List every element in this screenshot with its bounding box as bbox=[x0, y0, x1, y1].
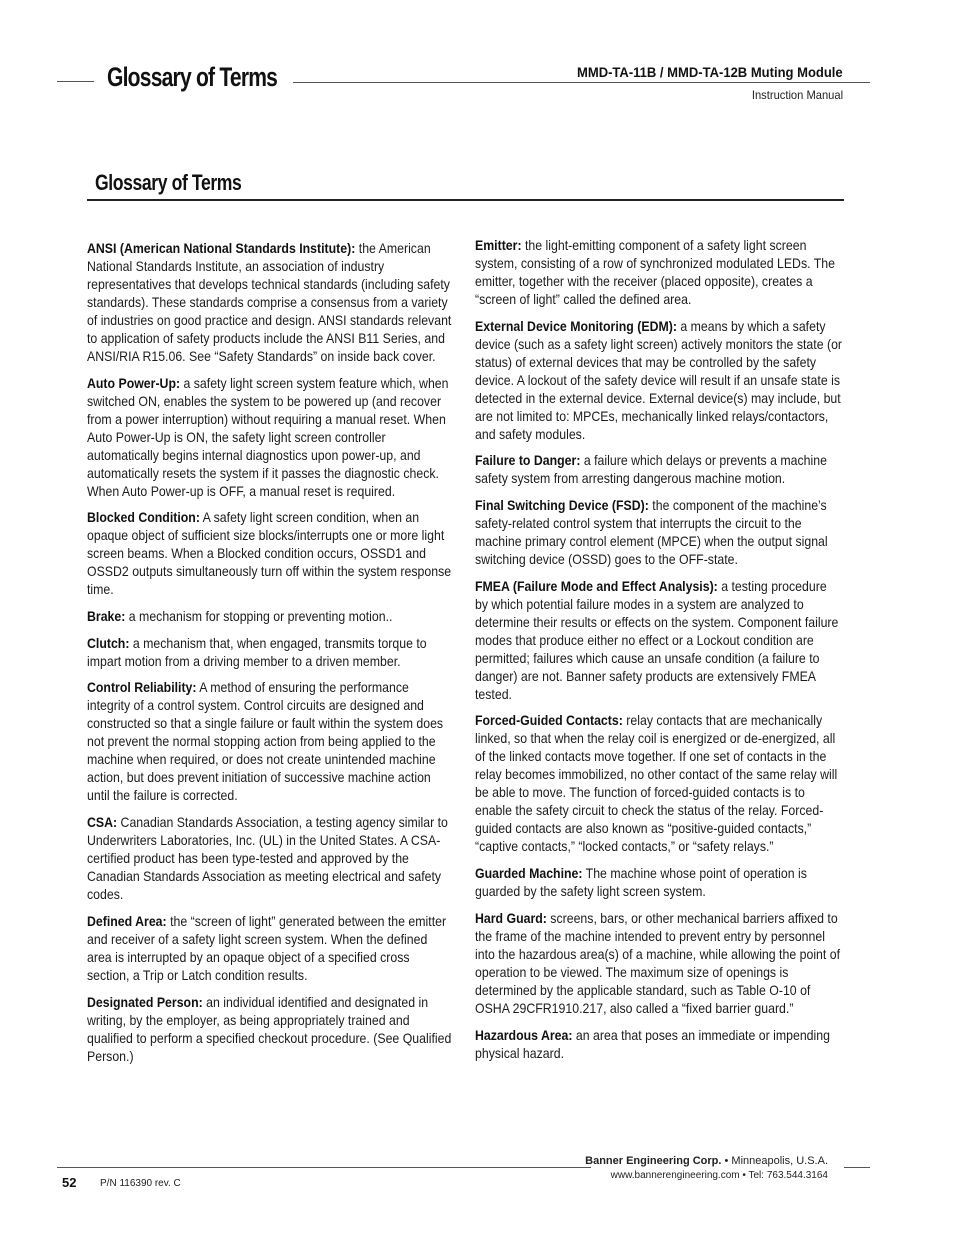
glossary-definition: a testing procedure by which potential failure modes in a system are analyzed to determine their results or effects on the system. Component failure modes that produce either no effect or a Lockout condition are permitted; failures which cause an unsafe condition (a failure to danger) are not. Banner safety products are extensively FMEA tested. bbox=[475, 577, 839, 702]
glossary-term: Failure to Danger: bbox=[475, 452, 581, 469]
glossary-term: Blocked Condition: bbox=[87, 509, 200, 526]
glossary-entry bbox=[475, 496, 843, 568]
document-subtitle: Instruction Manual bbox=[751, 88, 843, 102]
glossary-definition: an individual identified and designated in writing, by the employer, as being appropriately trained and qualified to perform a specified checkout procedure. (See Qualified Person.) bbox=[87, 993, 452, 1064]
glossary-definition: relay contacts that are mechanically linked, so that when the relay coil is energized or de-energized, all of the linked contacts move together. If one set of contacts in the relay becomes immobilized, no other contact of the same relay will be able to move. The function of forced-guided contacts is to enable the safety circuit to check the status of the relay. Forced-guided contacts are also known as “positive-guided contacts,” “captive contacts,” “locked contacts,” or “safety relays.” bbox=[475, 712, 838, 855]
glossary-term: Control Reliability: bbox=[87, 679, 197, 696]
glossary-entry bbox=[87, 912, 455, 984]
glossary-term: Defined Area: bbox=[87, 912, 167, 929]
glossary-definition: a means by which a safety device (such as a safety light screen) actively monitors the state (or status) of external devices that may be controlled by the safety device. A lockout of the safety device will result if an unsafe state is detected in the external device. External device(s) may include, but are not limited to: MPCEs, mechanically linked relays/contactors, and safety modules. bbox=[475, 317, 843, 442]
glossary-definition: a safety light screen system feature which, when switched ON, enables the system to be powered up (and recover from a power interruption) without requiring a manual reset. When Auto Power-Up is ON, the safety light screen controller automatically begins internal diagnostics upon power-up, and automatically resets the system if it passes the diagnostic check. When Auto Power-up is OFF, a manual reset is required. bbox=[87, 374, 449, 499]
glossary-term: Forced-Guided Contacts: bbox=[475, 712, 623, 729]
glossary-entry bbox=[87, 374, 455, 500]
glossary-column-right bbox=[475, 236, 843, 1070]
glossary-definition: a failure which delays or prevents a machine safety system from arresting dangerous machine motion. bbox=[475, 452, 827, 487]
glossary-definition: Canadian Standards Association, a testing agency similar to Underwriters Laboratories, Inc. (UL) in the United States. A CSA-certified product has been type-tested and approved by the Canadian Standards Association as meeting electrical and safety codes. bbox=[87, 814, 448, 903]
glossary-term: Emitter: bbox=[475, 237, 522, 253]
glossary-entry bbox=[87, 239, 455, 365]
section-title-rule bbox=[87, 199, 844, 201]
glossary-entry bbox=[475, 317, 843, 443]
glossary-term: Hard Guard: bbox=[475, 909, 547, 926]
glossary-definition: the “screen of light” generated between the emitter and receiver of a safety light screen system. When the defined area is interrupted by an opaque object of a specified cross section, a Trip or Latch condition results. bbox=[87, 912, 447, 983]
glossary-definition: a mechanism for stopping or preventing motion.. bbox=[125, 608, 393, 625]
glossary-term: Guarded Machine: bbox=[475, 865, 583, 882]
glossary-term: External Device Monitoring (EDM): bbox=[475, 317, 677, 334]
glossary-entry bbox=[475, 451, 843, 487]
glossary-term: Clutch: bbox=[87, 634, 130, 651]
glossary-term: FMEA (Failure Mode and Effect Analysis): bbox=[475, 577, 718, 594]
glossary-entry bbox=[87, 508, 455, 598]
glossary-entry bbox=[87, 678, 455, 804]
glossary-entry bbox=[87, 813, 455, 903]
glossary-definition: A safety light screen condition, when an opaque object of sufficient size blocks/interrupts one or more light screen beams. When a Blocked condition occurs, OSSD1 and OSSD2 outputs simultaneously turn off within the system response time. bbox=[87, 509, 452, 598]
glossary-column-left bbox=[87, 239, 455, 1073]
glossary-term: Designated Person: bbox=[87, 993, 203, 1010]
glossary-entry bbox=[475, 1026, 843, 1062]
glossary-entry bbox=[475, 909, 843, 1017]
glossary-entry bbox=[475, 711, 843, 855]
footer-rule-left bbox=[57, 1167, 591, 1168]
glossary-entry bbox=[87, 993, 455, 1065]
glossary-entry bbox=[87, 634, 455, 670]
glossary-term: Final Switching Device (FSD): bbox=[475, 497, 649, 514]
company-location: • Minneapolis, U.S.A. bbox=[721, 1155, 828, 1167]
glossary-definition: screens, bars, or other mechanical barriers affixed to the frame of the machine intended to prevent entry by personnel into the hazardous area(s) of a machine, while allowing the point of operation to be viewed. The maximum size of openings is determined by the applicable standard, such as Table O-10 of OSHA 29CFR1910.217, also called a “fixed barrier guard.” bbox=[475, 909, 841, 1016]
glossary-definition: A method of ensuring the performance integrity of a control system. Control circuits are designed and constructed so that a single failure or fault within the system does not prevent the normal stopping action from being applied to the machine when required, or does not create unintended machine action, but does prevent initiation of successive machine action until the failure is corrected. bbox=[87, 679, 444, 804]
glossary-definition: the American National Standards Institute, an association of industry representatives that develops technical standards (including safety standards). These standards comprise a consensus from a variety of industries on good practice and design. ANSI standards relevant to application of safety products include the ANSI B11 Series, and ANSI/RIA R15.06. See “Safety Standards” on inside back cover. bbox=[87, 240, 452, 364]
header-rule-main bbox=[293, 82, 870, 83]
footer-contact-line: www.bannerengineering.com • Tel: 763.544.3164 bbox=[610, 1170, 828, 1181]
page-number: 52 bbox=[62, 1175, 77, 1190]
glossary-term: Brake: bbox=[87, 608, 126, 625]
glossary-term: Auto Power-Up: bbox=[87, 374, 181, 391]
company-name: Banner Engineering Corp. bbox=[585, 1155, 722, 1167]
footer-company-line bbox=[585, 1155, 828, 1167]
part-number: P/N 116390 rev. C bbox=[100, 1178, 181, 1189]
glossary-definition: the component of the machine’s safety-related control system that interrupts the circuit to the machine primary control element (MPCE) when the output signal switching device (OSSD) goes to the OFF-state. bbox=[475, 497, 828, 568]
header-rule-left bbox=[57, 81, 94, 82]
running-header-title: Glossary of Terms bbox=[107, 62, 278, 92]
glossary-definition: an area that poses an immediate or impending physical hazard. bbox=[475, 1026, 830, 1061]
document-title: MMD-TA-11B / MMD-TA-12B Muting Module bbox=[577, 64, 843, 80]
glossary-term: ANSI (American National Standards Institute): bbox=[87, 240, 356, 256]
glossary-term: Hazardous Area: bbox=[475, 1026, 573, 1043]
glossary-entry bbox=[87, 607, 455, 625]
section-title: Glossary of Terms bbox=[95, 170, 242, 195]
glossary-entry bbox=[475, 864, 843, 900]
glossary-definition: The machine whose point of operation is guarded by the safety light screen system. bbox=[475, 865, 807, 900]
glossary-term: CSA: bbox=[87, 814, 118, 831]
glossary-definition: the light-emitting component of a safety light screen system, consisting of a row of synchronized modulated LEDs. The emitter, together with the receiver (placed opposite), creates a “screen of light” called the defined area. bbox=[475, 237, 835, 307]
footer-rule-right bbox=[844, 1167, 870, 1168]
glossary-entry bbox=[475, 577, 843, 703]
glossary-definition: a mechanism that, when engaged, transmits torque to impart motion from a driving member to a driven member. bbox=[87, 634, 427, 669]
glossary-entry bbox=[475, 236, 843, 308]
